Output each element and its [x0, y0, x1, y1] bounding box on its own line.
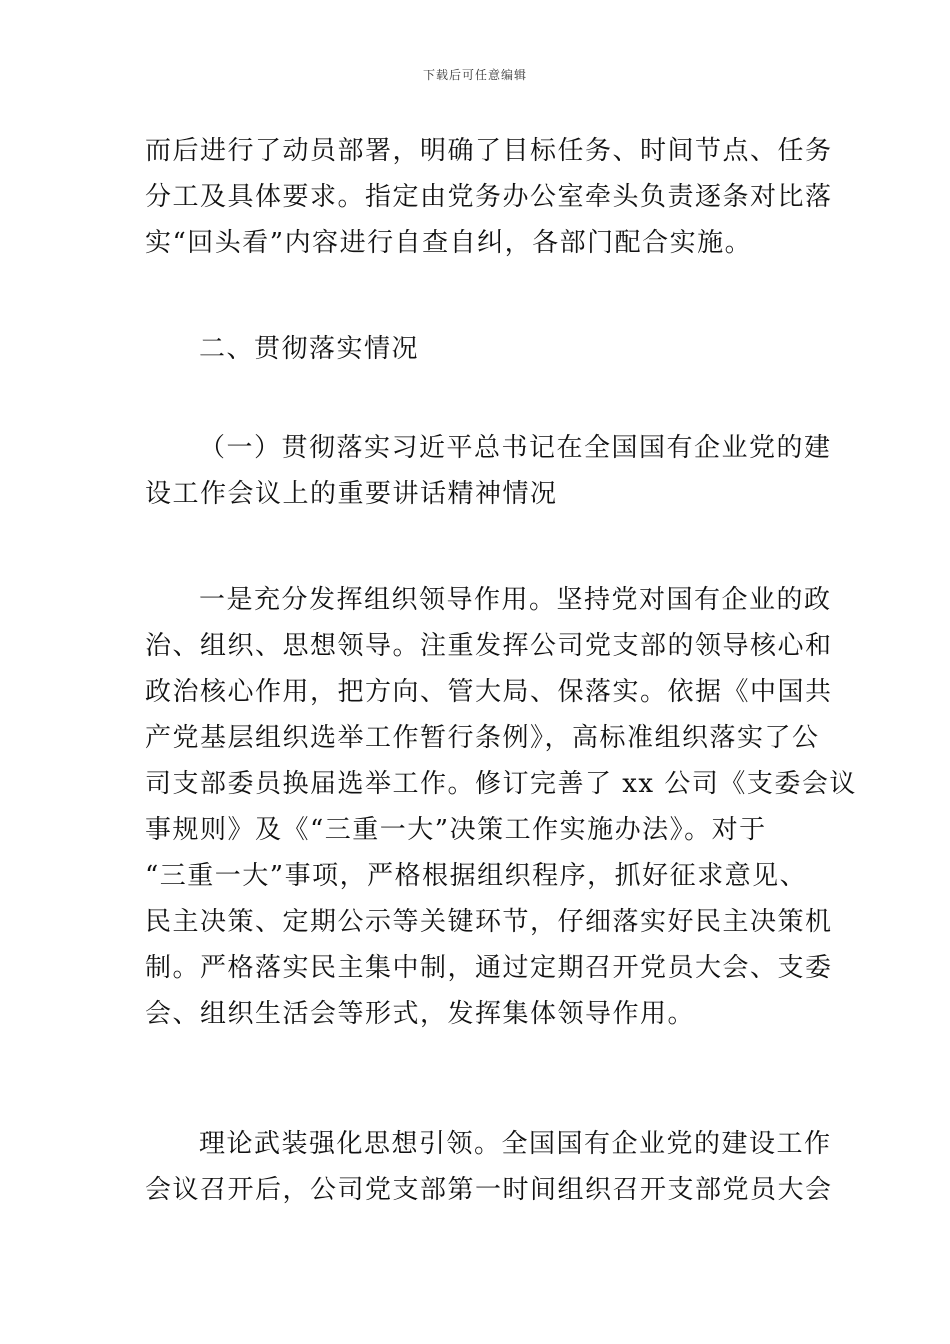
paragraph-line: 制。严格落实民主集中制，通过定期召开党员大会、支委 [145, 953, 833, 983]
paragraph-line: （一）贯彻落实习近平总书记在全国国有企业党的建 [199, 433, 832, 463]
paragraph-line: 设工作会议上的重要讲话精神情况 [145, 479, 558, 509]
paragraph-continuation [145, 128, 833, 266]
paragraph-line: 会议召开后，公司党支部第一时间组织召开支部党员大会 [145, 1175, 833, 1205]
paragraph-organizational-leadership [145, 577, 857, 1037]
section-heading-text: 二、贯彻落实情况 [199, 334, 420, 364]
paragraph-theoretical-armament [145, 1121, 833, 1213]
paragraph-line: 一是充分发挥组织领导作用。坚持党对国有企业的政 [199, 585, 832, 615]
paragraph-line: 实“回头看”内容进行自查自纠，各部门配合实施。 [145, 228, 753, 258]
paragraph-line: “三重一大”事项，严格根据组织程序，抓好征求意见、 [145, 861, 808, 891]
paragraph-line: 而后进行了动员部署，明确了目标任务、时间节点、任务 [145, 136, 833, 166]
subsection-heading [145, 425, 832, 517]
paragraph-line: 理论武装强化思想引领。全国国有企业党的建设工作 [199, 1129, 832, 1159]
paragraph-line: 政治核心作用，把方向、管大局、保落实。依据《中国共 [145, 677, 833, 707]
paragraph-line: 治、组织、思想领导。注重发挥公司党支部的领导核心和 [145, 631, 833, 661]
paragraph-line: 司支部委员换届选举工作。修订完善了 xx 公司《支委会议 [145, 769, 857, 799]
page-header: 下载后可任意编辑 [422, 68, 527, 82]
section-heading [145, 326, 810, 372]
paragraph-line: 会、组织生活会等形式，发挥集体领导作用。 [145, 999, 696, 1029]
paragraph-line: 分工及具体要求。指定由党务办公室牵头负责逐条对比落 [145, 182, 833, 212]
paragraph-line: 产党基层组织选举工作暂行条例》，高标准组织落实了公 [145, 723, 820, 753]
paragraph-line: 民主决策、定期公示等关键环节，仔细落实好民主决策机 [145, 907, 833, 937]
paragraph-line: 事规则》及《“三重一大”决策工作实施办法》。对于 [145, 815, 767, 845]
